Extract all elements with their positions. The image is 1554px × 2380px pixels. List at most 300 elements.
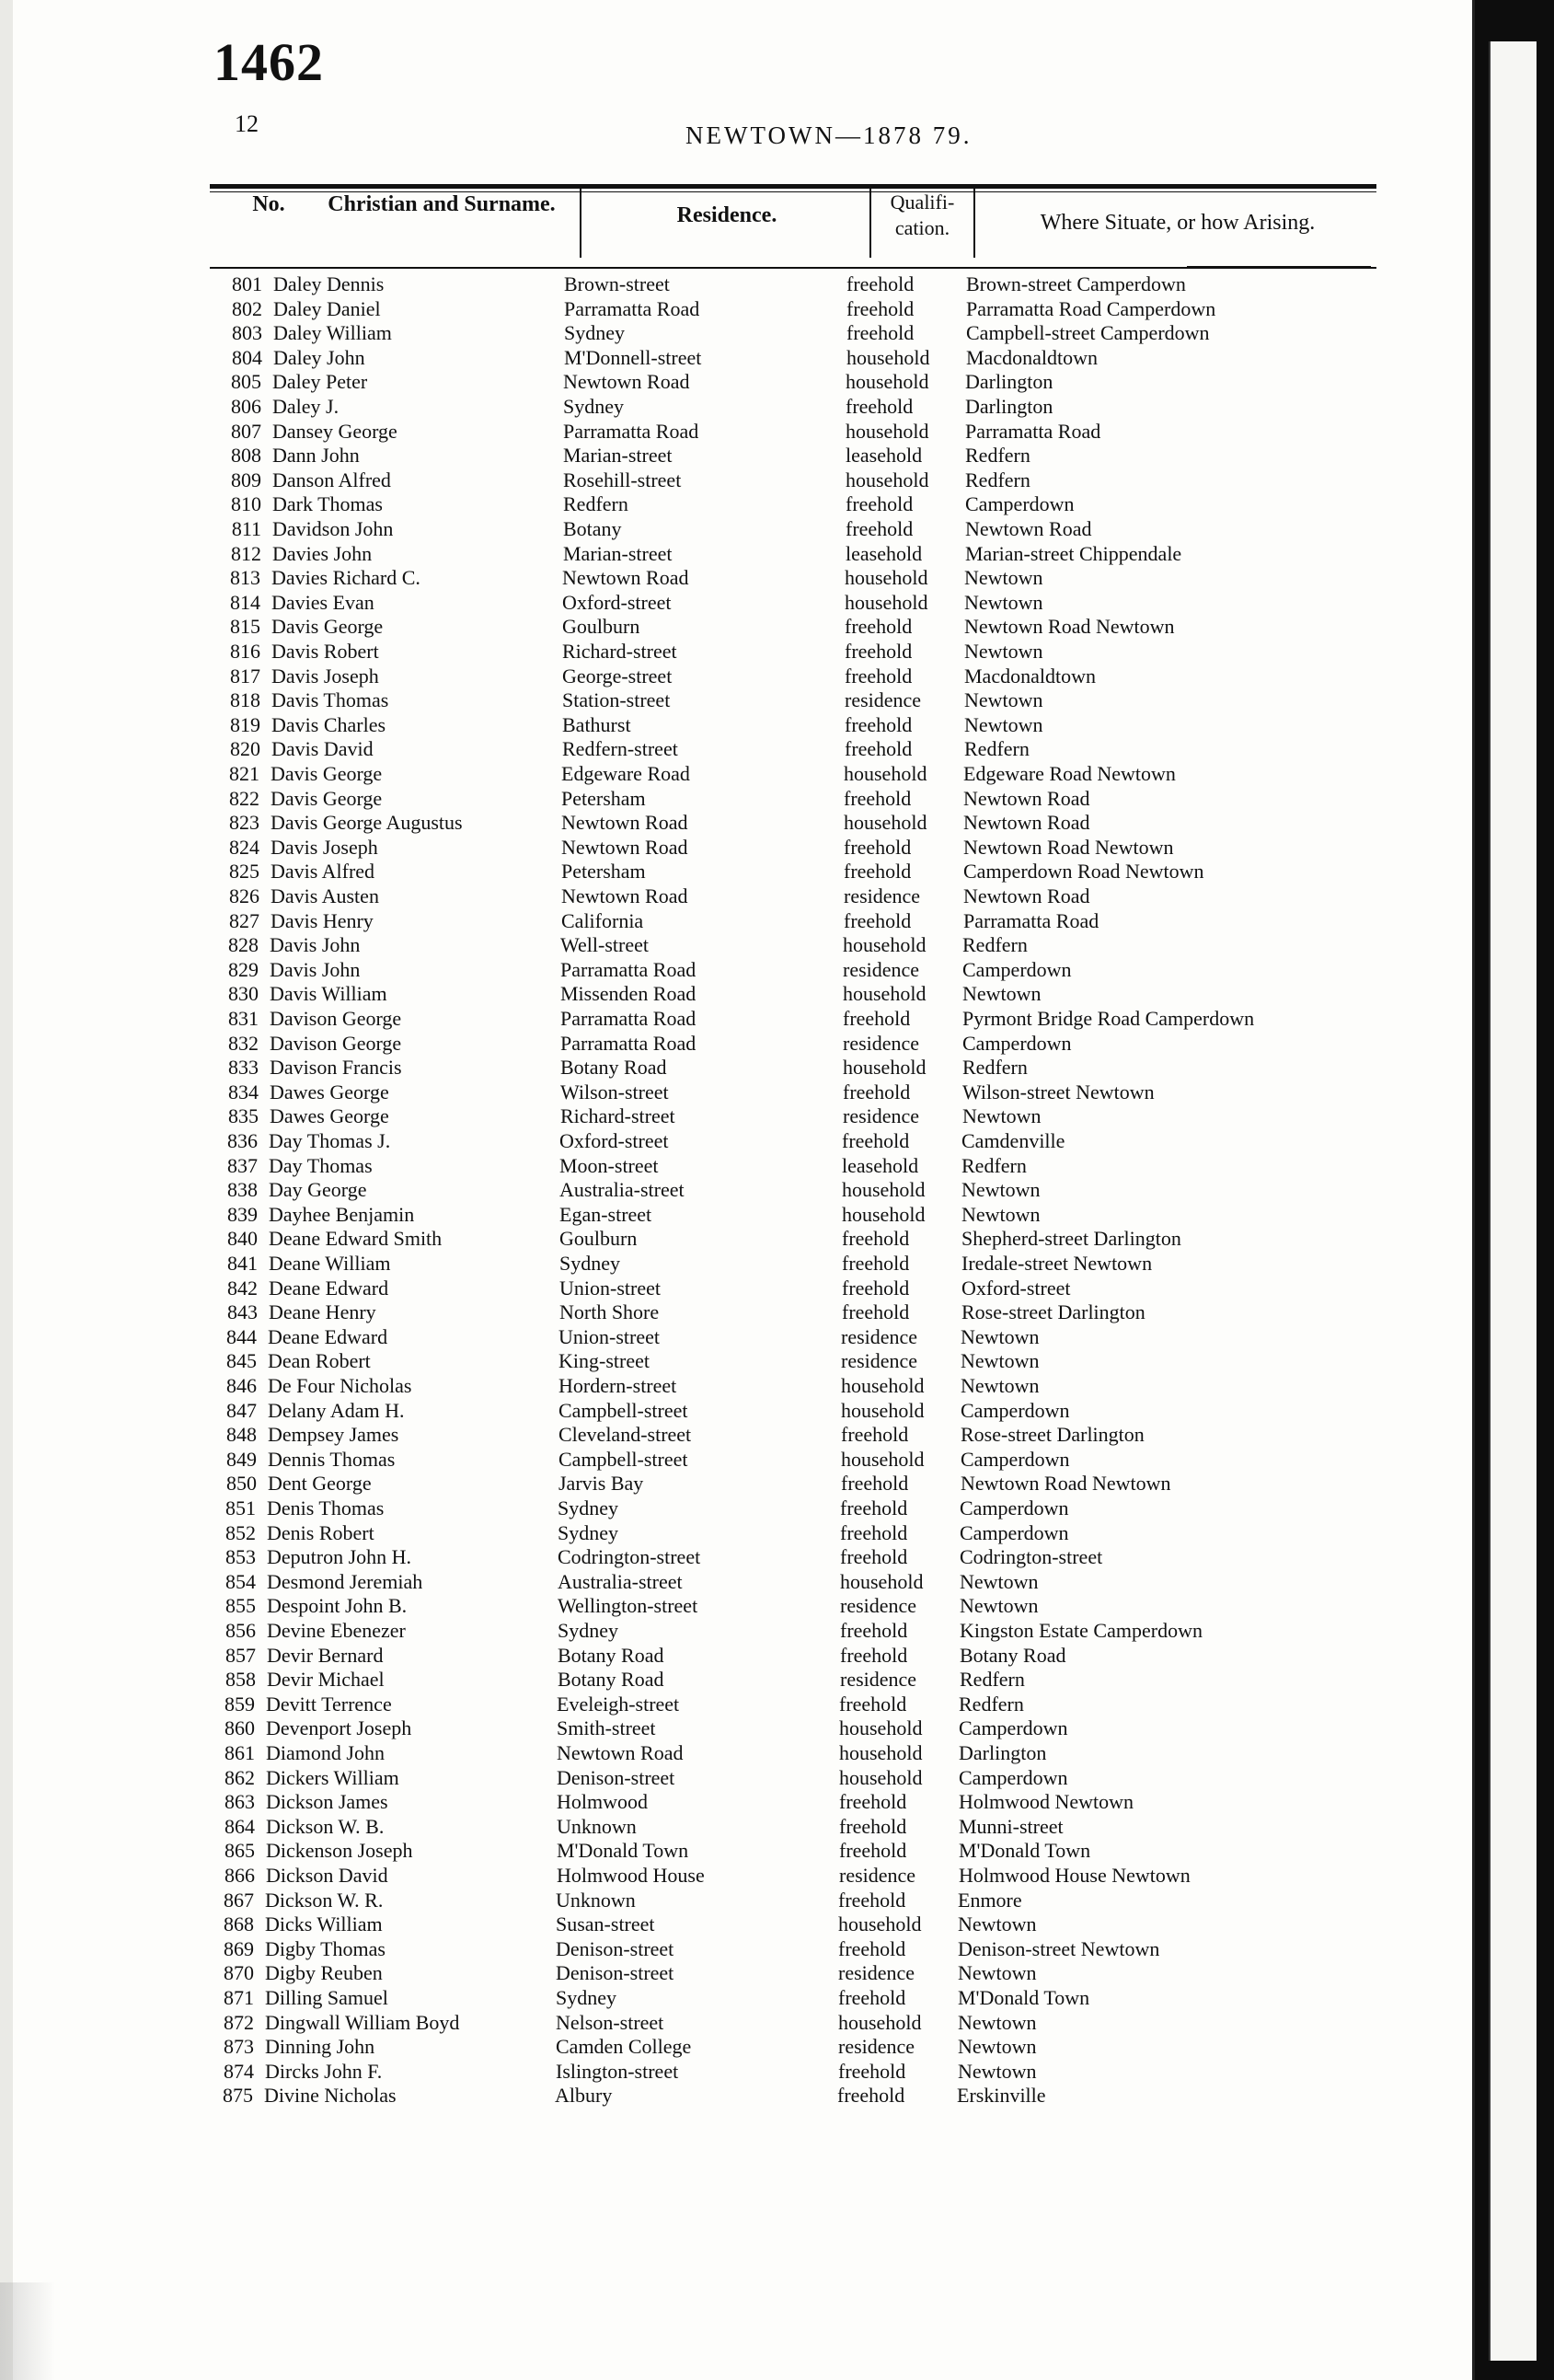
entry-name: Devitt Terrence — [266, 1692, 392, 1716]
entry-residence: Codrington-street — [558, 1545, 701, 1569]
entry-qualification: residence — [841, 1349, 918, 1373]
entry-residence: Petersham — [561, 786, 646, 810]
entry-residence: Unknown — [557, 1814, 637, 1838]
entry-where-situate: Brown-street Camperdown — [966, 272, 1186, 295]
entry-qualification: freehold — [842, 1227, 910, 1251]
entry-name: Dennis Thomas — [268, 1447, 396, 1471]
entry-number: 811 — [231, 517, 261, 540]
entry-where-situate: Newtown — [961, 1178, 1041, 1202]
entry-name: Dilling Samuel — [265, 1986, 388, 2009]
entry-qualification: freehold — [845, 737, 913, 761]
entry-residence: Cleveland-street — [558, 1423, 692, 1447]
entry-number: 861 — [224, 1741, 255, 1764]
entry-number: 840 — [227, 1227, 258, 1251]
entry-name: Deane William — [269, 1252, 391, 1275]
table-row — [198, 272, 1394, 296]
entry-name: Dark Thomas — [272, 492, 383, 516]
table-row — [196, 713, 1392, 737]
entry-qualification: freehold — [845, 664, 913, 687]
entry-name: Desmond Jeremiah — [267, 1569, 423, 1593]
entry-name: Dent George — [268, 1472, 372, 1496]
entry-residence: Nelson-street — [556, 2010, 664, 2034]
entry-name: Davison George — [270, 1031, 402, 1055]
entry-where-situate: Newtown Road — [965, 517, 1092, 540]
entry-qualification: leasehold — [842, 1153, 919, 1177]
entry-qualification: residence — [840, 1594, 917, 1618]
entry-qualification: freehold — [844, 908, 912, 932]
entry-qualification: freehold — [838, 2059, 906, 2083]
table-row — [197, 517, 1393, 541]
entry-residence: Hordern-street — [558, 1374, 677, 1397]
entry-qualification: household — [838, 1912, 922, 1936]
table-row — [198, 321, 1394, 345]
entry-qualification: freehold — [841, 1423, 909, 1447]
entry-where-situate: Campbell-street Camperdown — [966, 321, 1210, 345]
entry-residence: Australia-street — [558, 1569, 683, 1593]
entry-residence: Sydney — [556, 1986, 616, 2009]
table-row — [193, 1203, 1389, 1227]
entry-qualification: freehold — [846, 321, 915, 345]
entry-number: 826 — [229, 884, 259, 907]
table-row — [193, 1227, 1389, 1251]
entry-qualification: freehold — [841, 1472, 909, 1496]
entry-number: 825 — [229, 860, 259, 884]
entry-qualification: residence — [843, 1031, 920, 1055]
entry-number: 822 — [229, 786, 259, 810]
entry-where-situate: Darlington — [959, 1741, 1047, 1764]
entry-number: 855 — [225, 1594, 256, 1618]
column-header-no: No. — [252, 192, 285, 216]
entry-where-situate: Darlington — [965, 395, 1053, 418]
entry-number: 827 — [229, 908, 259, 932]
entry-residence: Susan-street — [556, 1912, 655, 1936]
entry-qualification: freehold — [840, 1545, 908, 1569]
table-row — [194, 982, 1390, 1006]
entry-qualification: freehold — [842, 1276, 910, 1300]
entry-name: Dinning John — [265, 2035, 375, 2059]
entry-number: 828 — [228, 933, 259, 957]
table-row — [190, 1889, 1386, 1912]
entry-residence: Parramatta Road — [560, 957, 696, 981]
entry-where-situate: Newtown — [958, 1961, 1037, 1985]
adjacent-page-edge — [1489, 41, 1537, 2361]
entry-residence: Richard-street — [560, 1104, 675, 1128]
entry-qualification: freehold — [844, 786, 912, 810]
entry-qualification: household — [839, 1765, 923, 1789]
entry-where-situate: Parramatta Road Camperdown — [966, 296, 1216, 320]
entry-name: Davis Henry — [271, 908, 374, 932]
entry-number: 805 — [231, 370, 261, 394]
entry-where-situate: Macdonaldtown — [964, 664, 1096, 687]
column-divider — [869, 189, 871, 258]
entry-qualification: freehold — [845, 615, 913, 639]
entry-where-situate: Redfern — [960, 1668, 1025, 1692]
entry-number: 850 — [226, 1472, 257, 1496]
table-row — [195, 762, 1391, 786]
entry-where-situate: M'Donald Town — [958, 1986, 1090, 2009]
table-row — [190, 1986, 1386, 2010]
table-row — [193, 1154, 1389, 1178]
entry-residence: Newtown Road — [562, 566, 689, 590]
table-row — [194, 933, 1390, 957]
entry-residence: Well-street — [560, 933, 649, 957]
entry-residence: Brown-street — [564, 272, 670, 295]
entry-where-situate: Edgeware Road Newtown — [963, 762, 1176, 785]
entry-name: Divine Nicholas — [264, 2084, 397, 2108]
entry-name: Day George — [269, 1178, 367, 1202]
entry-where-situate: Newtown — [961, 1324, 1040, 1348]
entry-name: Dickson W. B. — [266, 1814, 385, 1838]
table-row — [197, 370, 1393, 394]
entry-number: 839 — [227, 1202, 258, 1226]
entry-residence: Sydney — [564, 321, 625, 345]
entry-residence: Oxford-street — [559, 1129, 669, 1152]
table-row — [197, 542, 1393, 566]
entry-where-situate: Newtown — [961, 1202, 1041, 1226]
entry-qualification: residence — [838, 2035, 915, 2059]
entry-name: Davis William — [270, 982, 387, 1006]
entry-name: Davies Evan — [271, 590, 374, 614]
entry-name: Davis Austen — [271, 884, 379, 907]
table-row — [192, 1423, 1388, 1447]
entry-number: 818 — [230, 688, 260, 712]
entry-where-situate: Newtown — [961, 1374, 1040, 1397]
entry-number: 845 — [226, 1349, 257, 1373]
entry-number: 854 — [225, 1569, 256, 1593]
entry-name: Dickson James — [266, 1790, 388, 1814]
column-divider — [580, 189, 581, 258]
entry-where-situate: Camperdown — [959, 1716, 1068, 1740]
entry-residence: Edgeware Road — [561, 762, 690, 785]
header-rule-bottom-right — [1187, 266, 1371, 269]
table-row — [193, 1277, 1389, 1300]
entry-qualification: freehold — [844, 835, 912, 859]
table-row — [195, 884, 1391, 908]
entry-name: Denis Thomas — [267, 1496, 385, 1519]
entry-qualification: freehold — [840, 1643, 908, 1667]
entry-qualification: residence — [843, 957, 920, 981]
entry-residence: Botany Road — [560, 1056, 667, 1080]
entry-qualification: household — [839, 1741, 923, 1764]
entry-residence: Oxford-street — [562, 590, 672, 614]
entry-residence: Newtown Road — [561, 884, 688, 907]
entry-name: Dicks William — [265, 1912, 383, 1936]
entry-qualification: household — [846, 468, 929, 491]
entry-residence: Missenden Road — [560, 982, 696, 1006]
table-row — [189, 2084, 1385, 2108]
entry-where-situate: Newtown — [964, 640, 1043, 663]
table-row — [190, 1766, 1387, 1790]
entry-name: Davis Charles — [271, 712, 386, 736]
entry-number: 831 — [228, 1007, 259, 1030]
table-row — [190, 2060, 1386, 2084]
table-row — [194, 1032, 1390, 1056]
entry-residence: Parramatta Road — [560, 1031, 696, 1055]
entry-name: Devir Bernard — [267, 1643, 384, 1667]
entry-where-situate: M'Donald Town — [959, 1839, 1091, 1863]
entry-residence: Jarvis Bay — [558, 1472, 644, 1496]
entry-qualification: freehold — [844, 860, 912, 884]
entry-where-situate: Camperdown — [960, 1520, 1069, 1544]
entry-where-situate: Redfern — [959, 1692, 1024, 1716]
entry-name: Deane Henry — [269, 1300, 376, 1324]
entry-qualification: residence — [845, 688, 922, 712]
table-row — [190, 1716, 1387, 1740]
table-row — [195, 836, 1391, 860]
entry-qualification: household — [841, 1398, 925, 1422]
table-row — [190, 1790, 1387, 1814]
entry-where-situate: Camperdown — [962, 1031, 1072, 1055]
entry-name: Davies Richard C. — [271, 566, 420, 590]
entry-name: Devine Ebenezer — [267, 1619, 406, 1642]
table-row — [192, 1325, 1388, 1349]
entry-name: De Four Nicholas — [268, 1374, 412, 1397]
entry-residence: Holmwood House — [557, 1864, 705, 1887]
entry-name: Dayhee Benjamin — [269, 1202, 415, 1226]
table-row — [190, 1839, 1387, 1863]
entry-where-situate: Newtown — [964, 712, 1043, 736]
entry-residence: Australia-street — [559, 1178, 685, 1202]
entry-qualification: household — [843, 933, 927, 957]
entry-qualification: freehold — [840, 1520, 908, 1544]
entry-where-situate: Newtown — [960, 1569, 1039, 1593]
entry-name: Deane Edward — [268, 1324, 388, 1348]
table-row — [190, 1912, 1386, 1936]
entry-name: Devir Michael — [267, 1668, 385, 1692]
entry-qualification: freehold — [846, 492, 914, 516]
entry-name: Davidson John — [272, 517, 394, 540]
table-row — [196, 591, 1392, 615]
entry-number: 808 — [231, 444, 261, 468]
entry-name: Danson Alfred — [272, 468, 391, 491]
table-row — [194, 1080, 1390, 1104]
entry-residence: Sydney — [563, 395, 624, 418]
entry-name: Davis Thomas — [271, 688, 389, 712]
entry-name: Davis George Augustus — [271, 811, 463, 835]
table-row — [193, 1129, 1389, 1153]
stamp-number: 1462 — [213, 32, 324, 92]
entry-residence: Smith-street — [557, 1716, 656, 1740]
entry-where-situate: Redfern — [964, 737, 1030, 761]
entry-number: 862 — [224, 1765, 255, 1789]
entry-qualification: household — [846, 345, 930, 369]
entry-where-situate: Shepherd-street Darlington — [961, 1227, 1181, 1251]
entry-number: 866 — [224, 1864, 255, 1887]
entry-where-situate: Marian-street Chippendale — [965, 541, 1182, 565]
entry-qualification: household — [846, 370, 929, 394]
entry-residence: George-street — [562, 664, 673, 687]
entry-qualification: freehold — [846, 272, 915, 295]
entry-residence: Bathurst — [562, 712, 631, 736]
entry-where-situate: Denison-street Newtown — [958, 1936, 1160, 1960]
entry-where-situate: Enmore — [958, 1888, 1022, 1912]
entry-name: Day Thomas — [269, 1153, 373, 1177]
entry-where-situate: Newtown Road — [963, 884, 1090, 907]
entry-qualification: freehold — [838, 1936, 906, 1960]
entry-number: 807 — [231, 419, 261, 443]
entry-number: 804 — [232, 345, 262, 369]
table-row — [190, 1937, 1386, 1961]
entry-number: 863 — [224, 1790, 255, 1814]
entry-number: 830 — [228, 982, 259, 1006]
entry-residence: Marian-street — [563, 444, 673, 468]
table-row — [196, 688, 1392, 712]
table-row — [196, 640, 1392, 664]
entry-where-situate: Rose-street Darlington — [961, 1423, 1145, 1447]
entry-qualification: household — [839, 1716, 923, 1740]
table-row — [196, 664, 1392, 688]
entry-number: 841 — [227, 1252, 258, 1275]
entry-name: Dempsey James — [268, 1423, 399, 1447]
entry-qualification: freehold — [845, 712, 913, 736]
entry-number: 860 — [224, 1716, 255, 1740]
entry-where-situate: Wilson-street Newtown — [962, 1080, 1155, 1103]
entry-number: 801 — [232, 272, 262, 295]
entry-number: 851 — [225, 1496, 256, 1519]
entry-where-situate: Camperdown — [960, 1496, 1069, 1519]
entry-residence: Campbell-street — [558, 1398, 688, 1422]
table-row — [192, 1472, 1388, 1496]
entry-where-situate: Holmwood House Newtown — [959, 1864, 1191, 1887]
running-head: NEWTOWN—1878 79. — [685, 121, 973, 149]
entry-residence: M'Donnell-street — [564, 345, 702, 369]
entry-residence: Egan-street — [559, 1202, 652, 1226]
entry-residence: Newtown Road — [561, 811, 688, 835]
entry-number: 874 — [224, 2059, 254, 2083]
table-row — [193, 1300, 1389, 1324]
entry-where-situate: Parramatta Road — [963, 908, 1099, 932]
entry-number: 858 — [225, 1668, 256, 1692]
entry-where-situate: Darlington — [965, 370, 1053, 394]
entry-qualification: household — [846, 419, 929, 443]
entry-where-situate: Redfern — [962, 1056, 1028, 1080]
entry-residence: Wilson-street — [560, 1080, 669, 1103]
entry-number: 844 — [226, 1324, 257, 1348]
entry-qualification: freehold — [843, 1007, 911, 1030]
entry-number: 816 — [230, 640, 260, 663]
entry-number: 864 — [224, 1814, 255, 1838]
entry-qualification: household — [841, 1447, 925, 1471]
entry-qualification: residence — [840, 1668, 917, 1692]
entry-where-situate: Pyrmont Bridge Road Camperdown — [962, 1007, 1255, 1030]
entry-name: Dawes George — [270, 1104, 389, 1128]
table-row — [198, 346, 1394, 370]
entry-name: Deane Edward Smith — [269, 1227, 443, 1251]
entry-name: Davis John — [270, 957, 361, 981]
entry-number: 875 — [223, 2084, 253, 2108]
table-row — [193, 1178, 1389, 1202]
entry-residence: Botany Road — [558, 1643, 664, 1667]
entry-where-situate: Camperdown — [961, 1398, 1070, 1422]
entry-residence: Parramatta Road — [563, 419, 699, 443]
entry-qualification: household — [844, 811, 927, 835]
table-row — [197, 492, 1393, 516]
entry-where-situate: Newtown — [958, 2010, 1037, 2034]
entry-residence: Sydney — [558, 1496, 618, 1519]
entry-where-situate: Newtown Road — [963, 786, 1090, 810]
entry-residence: Denison-street — [556, 1936, 674, 1960]
table-row — [190, 1693, 1387, 1716]
entry-where-situate: Newtown — [964, 566, 1043, 590]
entry-qualification: household — [843, 1056, 927, 1080]
entry-name: Deane Edward — [269, 1276, 389, 1300]
entry-name: Devenport Joseph — [266, 1716, 412, 1740]
entry-qualification: freehold — [838, 1986, 906, 2009]
entry-qualification: residence — [839, 1864, 916, 1887]
entry-residence: Station-street — [562, 688, 671, 712]
table-row — [195, 811, 1391, 835]
entry-residence: Parramatta Road — [560, 1007, 696, 1030]
entry-qualification: freehold — [846, 395, 914, 418]
entry-where-situate: Oxford-street — [961, 1276, 1071, 1300]
entry-where-situate: Newtown — [964, 688, 1043, 712]
table-row — [190, 1815, 1387, 1839]
entry-residence: Holmwood — [557, 1790, 648, 1814]
entry-qualification: freehold — [839, 1839, 907, 1863]
entry-where-situate: Camperdown — [961, 1447, 1070, 1471]
entry-where-situate: Redfern — [962, 933, 1028, 957]
table-row — [195, 909, 1391, 933]
entry-where-situate: Redfern — [965, 468, 1030, 491]
entry-residence: Goulburn — [562, 615, 640, 639]
entry-number: 809 — [231, 468, 261, 491]
entry-qualification: household — [844, 762, 927, 785]
entry-name: Deputron John H. — [267, 1545, 412, 1569]
entry-qualification: freehold — [843, 1080, 911, 1103]
entry-residence: Newtown Road — [557, 1741, 684, 1764]
entry-name: Dircks John F. — [265, 2059, 383, 2083]
table-row — [190, 1961, 1386, 1985]
entry-number: 849 — [226, 1447, 257, 1471]
entry-name: Daley Daniel — [273, 296, 381, 320]
entry-number: 829 — [228, 957, 259, 981]
entry-name: Daley Peter — [272, 370, 368, 394]
entry-number: 814 — [230, 590, 260, 614]
entry-where-situate: Camdenville — [961, 1129, 1065, 1152]
entry-number: 846 — [226, 1374, 257, 1397]
entry-where-situate: Camperdown — [959, 1765, 1068, 1789]
column-header-residence: Residence. — [676, 203, 777, 227]
entry-where-situate: Newtown Road — [963, 811, 1090, 835]
entry-qualification: household — [838, 2010, 922, 2034]
entry-residence: Campbell-street — [558, 1447, 688, 1471]
entry-name: Day Thomas J. — [269, 1129, 391, 1152]
entry-number: 843 — [227, 1300, 258, 1324]
entry-where-situate: Parramatta Road — [965, 419, 1101, 443]
entry-number: 815 — [230, 615, 260, 639]
entry-qualification: household — [845, 590, 928, 614]
entry-residence: Petersham — [561, 860, 646, 884]
table-row — [192, 1374, 1388, 1398]
entry-name: Davis Alfred — [271, 860, 375, 884]
entry-residence: M'Donald Town — [557, 1839, 689, 1863]
entry-name: Davis John — [270, 933, 361, 957]
entry-name: Dean Robert — [268, 1349, 371, 1373]
table-row — [192, 1448, 1388, 1472]
entry-name: Dansey George — [272, 419, 397, 443]
table-row — [191, 1496, 1387, 1520]
entry-number: 802 — [232, 296, 262, 320]
entry-name: Denis Robert — [267, 1520, 374, 1544]
entry-residence: Union-street — [558, 1324, 660, 1348]
entry-qualification: household — [840, 1569, 924, 1593]
table-row — [194, 1056, 1390, 1080]
entry-qualification: freehold — [839, 1692, 907, 1716]
entry-residence: Union-street — [559, 1276, 661, 1300]
entry-name: Davis George — [271, 615, 384, 639]
entry-qualification: freehold — [840, 1619, 908, 1642]
entry-residence: Newtown Road — [563, 370, 690, 394]
